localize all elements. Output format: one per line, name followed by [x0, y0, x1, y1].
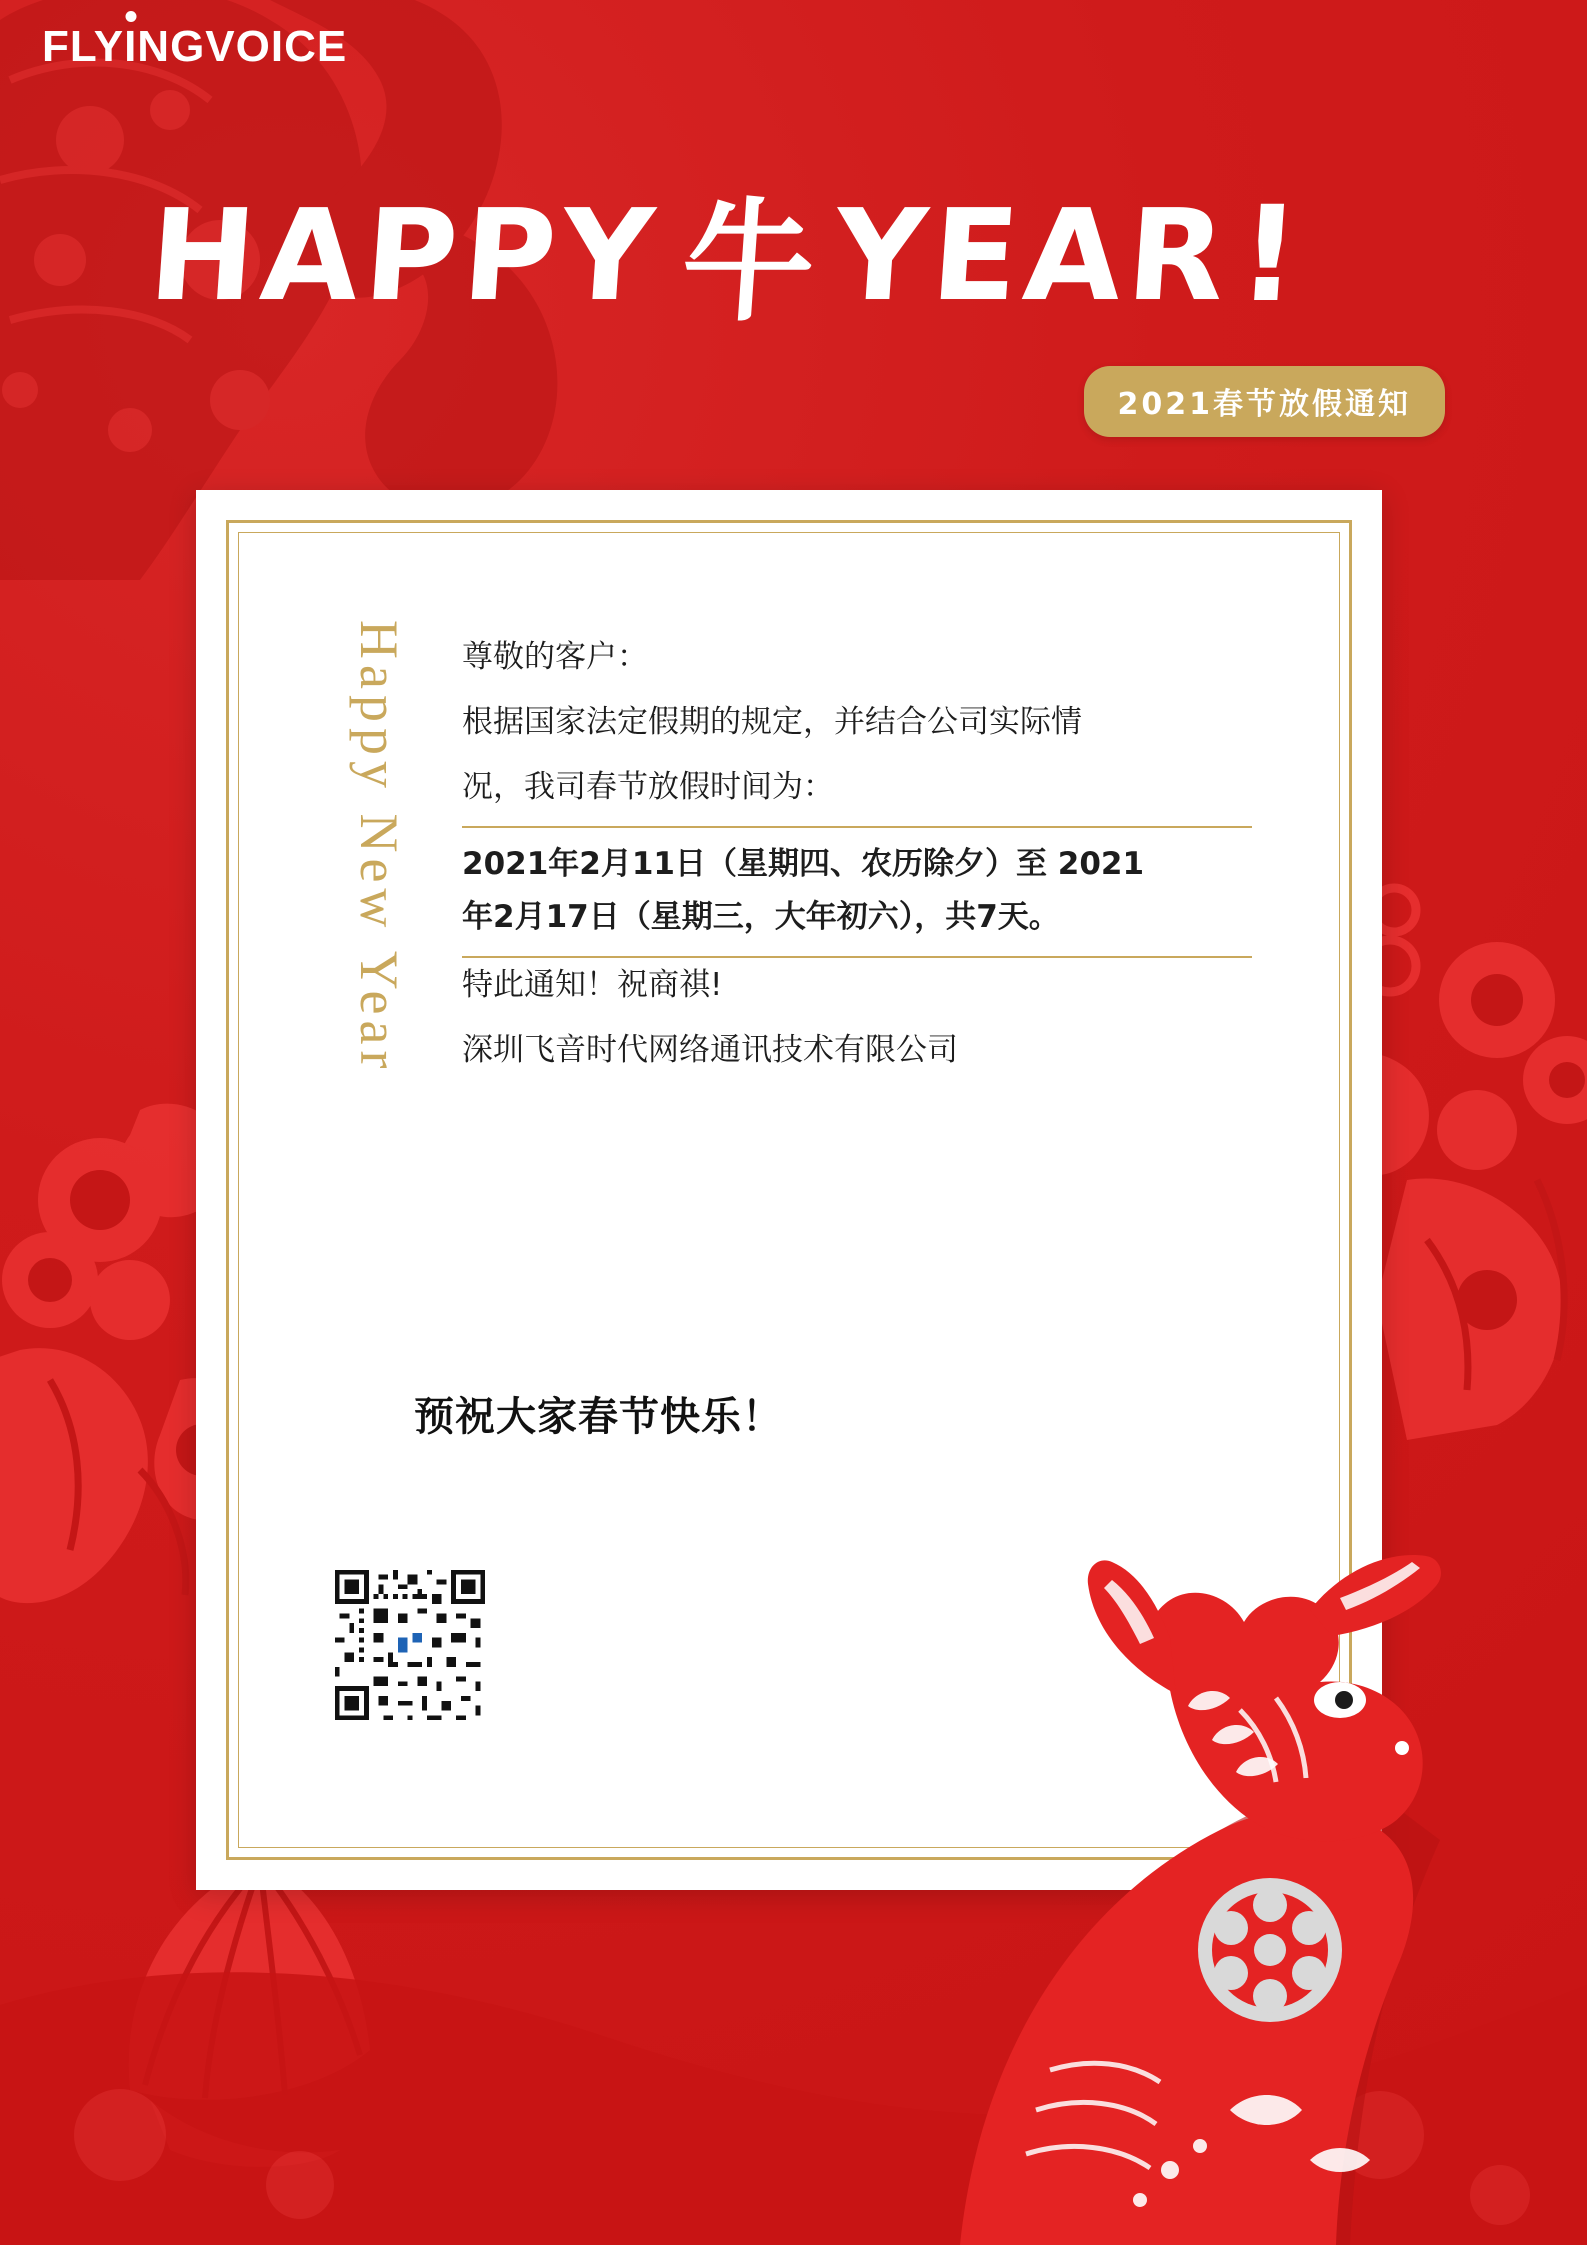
page-title [143, 160, 1456, 350]
ox-papercut-icon [840, 1510, 1580, 2245]
paragraph-1: 根据国家法定假期的规定，并结合公司实际情 [462, 704, 1082, 741]
holiday-dates-line-2: 年2月17日（星期三，大年初六），共7天。 [462, 898, 1060, 935]
notice-body [462, 630, 1252, 1088]
qr-code-icon[interactable] [330, 1565, 490, 1725]
subtitle-badge: 2021春节放假通知 [1084, 366, 1446, 437]
headline-exclamation: ! [1233, 178, 1311, 332]
vertical-greeting: Happy New Year [349, 620, 409, 1075]
holiday-dates [462, 826, 1252, 959]
notice-closing: 特此通知！祝商祺! [462, 967, 723, 1004]
wish-message: 预祝大家春节快乐！ [414, 1394, 783, 1440]
headline-niu: 牛 [676, 186, 826, 340]
paragraph-2: 况，我司春节放假时间为： [462, 769, 834, 806]
holiday-dates-line-1: 2021年2月11日（星期四、农历除夕）至 2021 [462, 845, 1145, 882]
salutation: 尊敬的客户： [462, 639, 648, 675]
logo-text-part1: FLY [42, 22, 125, 71]
company-signature: 深圳飞音时代网络通讯技术有限公司 [462, 1032, 958, 1069]
logo-text-part2: NGVOICE [137, 22, 348, 71]
headline-happy: HAPPY [144, 181, 665, 329]
headline-year: YEAR [829, 181, 1236, 329]
logo-text-i: I [124, 22, 138, 71]
brand-logo [42, 22, 347, 72]
